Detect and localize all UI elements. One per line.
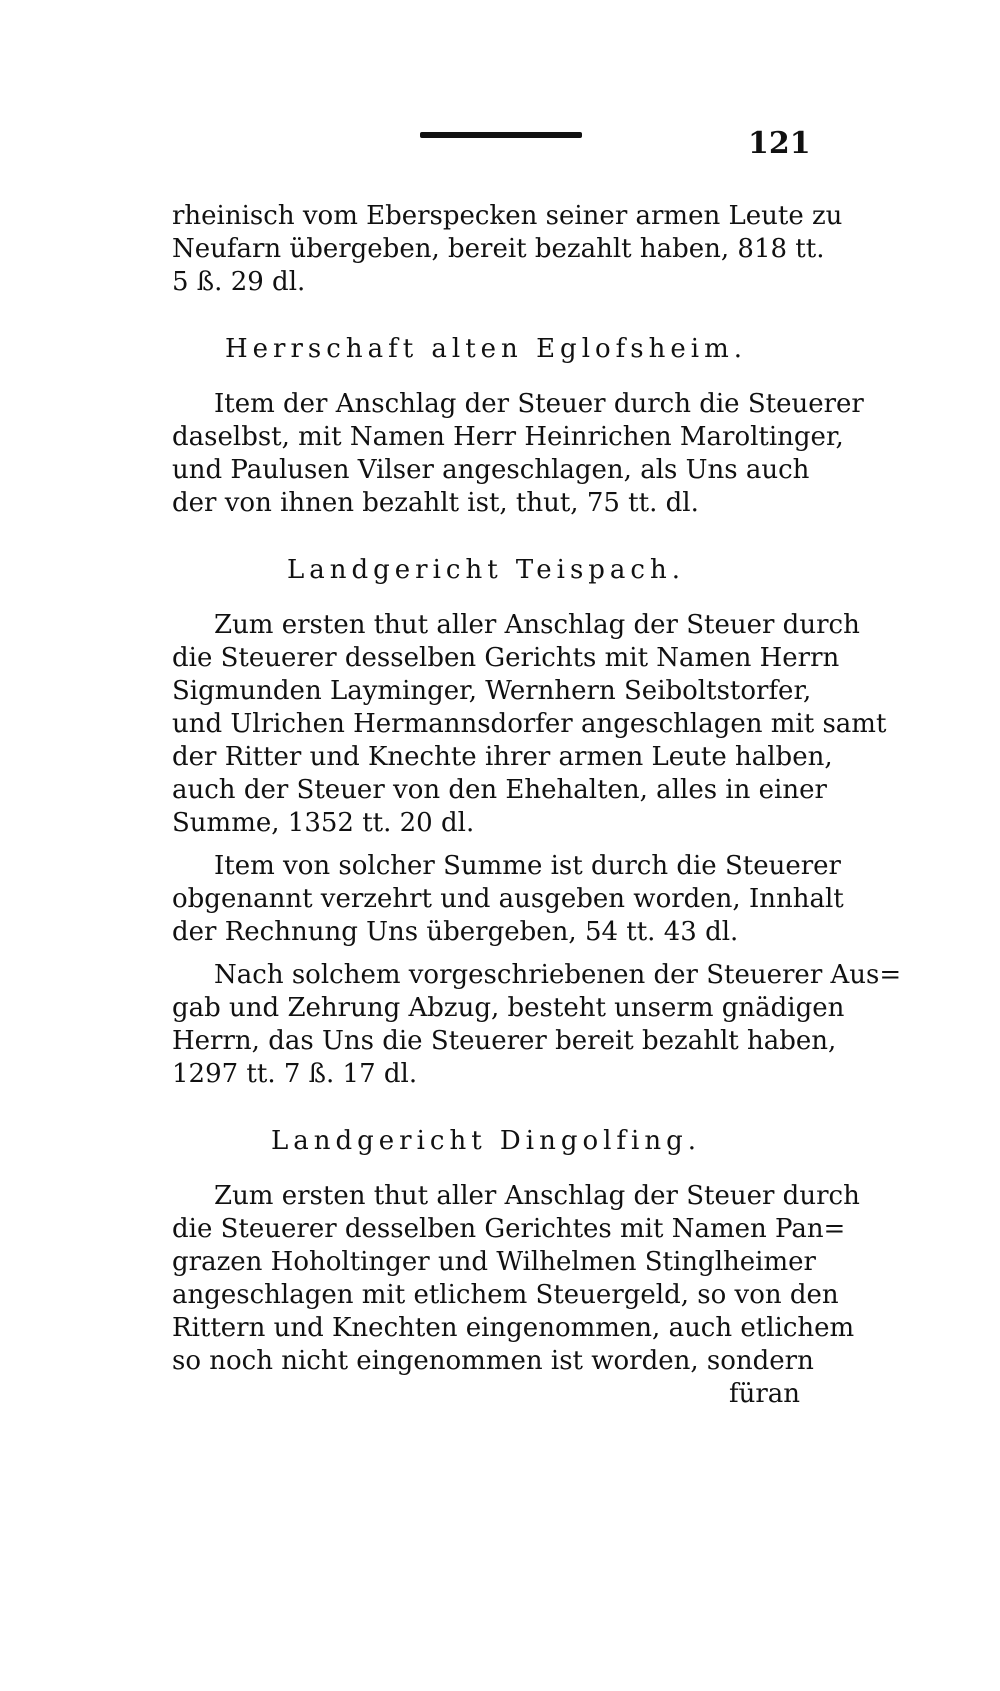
paragraph [172,850,844,949]
text-line: Neufarn übergeben, bereit bezahlt haben, 818 tt. [172,234,825,264]
page-text [172,200,902,1411]
text-line: 5 ß. 29 dl. [172,267,306,297]
text-line: der Rechnung Uns übergeben, 54 tt. 43 dl. [172,917,739,947]
text-line: die Steuerer desselben Gerichts mit Namen Herrn [172,643,840,673]
text-line: der Ritter und Knechte ihrer armen Leute halben, [172,742,833,772]
text-line: Item der Anschlag der Steuer durch die Steuerer [214,389,864,419]
text-line: Zum ersten thut aller Anschlag der Steuer durch [214,610,860,640]
paragraph [172,609,887,840]
text-line: auch der Steuer von den Ehehalten, alles in einer [172,775,827,805]
catchword: füran [728,1379,800,1409]
text-line: Item von solcher Summe ist durch die Steuerer [214,851,841,881]
text-line: daselbst, mit Namen Herr Heinrichen Maroltinger, [172,422,844,452]
paragraph [172,388,864,520]
section-heading: Landgericht Teispach. [286,555,686,585]
text-line: 1297 tt. 7 ß. 17 dl. [172,1059,418,1089]
text-line: rheinisch vom Eberspecken seiner armen Leute zu [172,201,843,231]
text-line: die Steuerer desselben Gerichtes mit Namen Pan= [172,1214,846,1244]
text-line: so noch nicht eingenommen ist worden, sondern [172,1346,814,1376]
text-line: obgenannt verzehrt und ausgeben worden, Innhalt [172,884,844,914]
paragraph [172,1180,860,1378]
section-heading: Landgericht Dingolfing. [270,1126,702,1156]
text-line: Nach solchem vorgeschriebenen der Steuerer Aus= [214,960,902,990]
text-line: grazen Hoholtinger und Wilhelmen Stinglheimer [172,1247,816,1277]
page-number: 121 [748,126,811,161]
text-line: der von ihnen bezahlt ist, thut, 75 tt. dl. [172,488,699,518]
text-line: und Ulrichen Hermannsdorfer angeschlagen mit samt [172,709,887,739]
text-line: Zum ersten thut aller Anschlag der Steuer durch [214,1181,860,1211]
text-line: und Paulusen Vilser angeschlagen, als Uns auch [172,455,810,485]
paragraph [172,200,843,299]
text-line: Sigmunden Layminger, Wernhern Seiboltstorfer, [172,676,812,706]
paragraph [172,959,902,1091]
text-line: Rittern und Knechten eingenommen, auch etlichem [172,1313,855,1343]
section-heading: Herrschaft alten Eglofsheim. [225,334,747,364]
text-line: angeschlagen mit etlichem Steuergeld, so von den [172,1280,839,1310]
text-line: Herrn, das Uns die Steuerer bereit bezahlt haben, [172,1026,837,1056]
header-rule [420,132,582,138]
text-line: Summe, 1352 tt. 20 dl. [172,808,475,838]
text-line: gab und Zehrung Abzug, besteht unserm gnädigen [172,993,845,1023]
